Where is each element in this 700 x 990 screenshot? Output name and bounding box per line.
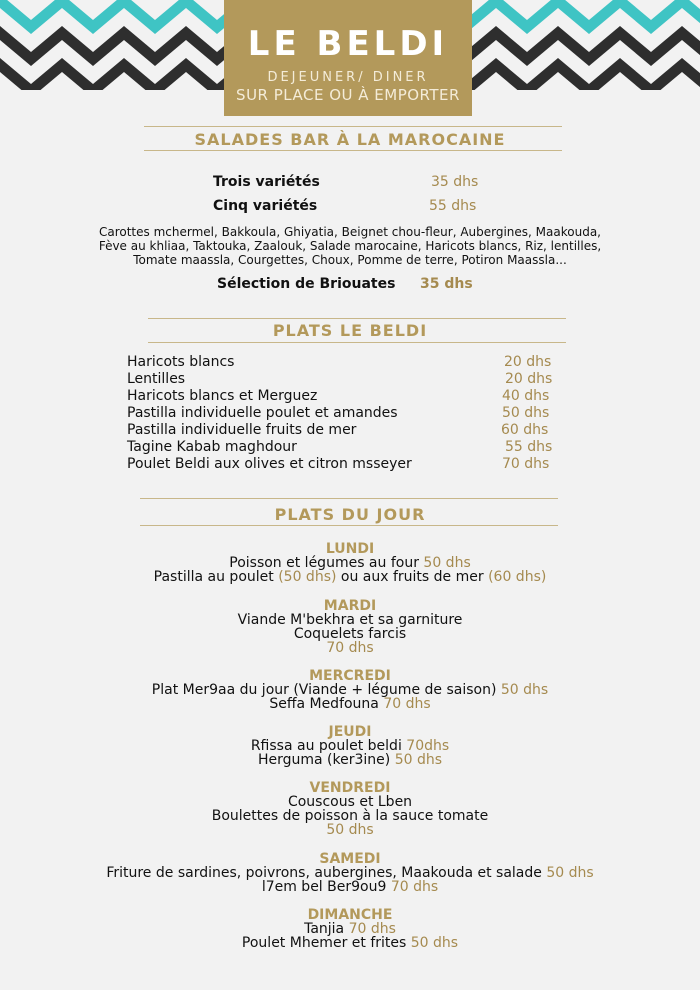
dish-name: Rfissa au poulet beldi <box>250 738 402 754</box>
plat-name: Poulet Beldi aux olives et citron msseyer <box>127 456 412 472</box>
dish-line <box>0 739 700 753</box>
dish-line <box>0 570 700 584</box>
salade-description-line: Carottes mchermel, Bakkoula, Ghiyatia, Beignet chou-fleur, Aubergines, Maakouda, <box>98 225 601 239</box>
dish-line <box>0 556 700 570</box>
day-label-vendredi: VENDREDI <box>309 780 391 796</box>
dish-name: Seffa Medfouna <box>269 696 379 712</box>
divider <box>144 126 562 127</box>
plat-name: Haricots blancs <box>127 354 235 370</box>
dish-name: Viande M'bekhra et sa garniture <box>237 612 463 628</box>
divider <box>148 318 566 319</box>
salade-item-price: 55 dhs <box>429 198 477 214</box>
dish-line <box>0 753 700 767</box>
day-label-mardi: MARDI <box>323 598 377 614</box>
salade-item-name: Cinq variétés <box>213 198 318 214</box>
salade-description-line: Fève au khliaa, Taktouka, Zaalouk, Salade marocaine, Haricots blancs, Riz, lentilles, <box>98 239 602 253</box>
salade-description-line: Tomate maassla, Courgettes, Choux, Pomme de terre, Potiron Maassla... <box>133 253 567 267</box>
section-title-salades: SALADES BAR À LA MAROCAINE <box>194 130 506 149</box>
divider <box>148 342 566 343</box>
dish-price: 50 dhs <box>546 865 594 881</box>
divider <box>140 525 558 526</box>
dish-line <box>0 936 700 950</box>
plat-name: Lentilles <box>127 371 186 387</box>
dish-price: 50 dhs <box>410 935 459 951</box>
dish-name: Herguma (ker3ine) <box>257 752 391 768</box>
salade-item-price: 35 dhs <box>431 174 479 190</box>
plat-name: Pastilla individuelle poulet et amandes <box>127 405 398 421</box>
dish-name: Poisson et légumes au four <box>229 555 419 571</box>
dish-price: (50 dhs) <box>278 569 337 585</box>
dish-price: 50 dhs <box>326 822 374 838</box>
briouates-name: Sélection de Briouates <box>217 276 396 292</box>
day-label-mercredi: MERCREDI <box>309 668 391 684</box>
dish-price: 70 dhs <box>348 921 396 937</box>
divider <box>144 150 562 151</box>
plat-name: Tagine Kabab maghdour <box>127 439 297 455</box>
plat-price: 55 dhs <box>505 439 553 455</box>
dish-name: l7em bel Ber9ou9 <box>261 879 387 895</box>
plat-price: 40 dhs <box>502 388 550 404</box>
dish-price: 50 dhs <box>423 555 471 571</box>
dish-price: 70 dhs <box>326 640 374 656</box>
day-label-lundi: LUNDI <box>325 541 375 557</box>
dish-line <box>0 697 700 711</box>
dish-line <box>0 683 700 697</box>
divider <box>140 498 558 499</box>
plat-price: 20 dhs <box>504 354 552 370</box>
dish-price: 70dhs <box>406 738 450 754</box>
plat-price: 60 dhs <box>501 422 549 438</box>
dish-name: Friture de sardines, poivrons, aubergines, Maakouda et salade <box>106 865 542 881</box>
restaurant-title: LE BELDI <box>247 24 449 64</box>
day-label-jeudi: JEUDI <box>328 724 372 740</box>
day-label-dimanche: DIMANCHE <box>307 907 393 923</box>
service-subtitle: DEJEUNER/ DINER <box>267 70 429 85</box>
dish-name: Boulettes de poisson à la sauce tomate <box>211 808 489 824</box>
plat-price: 70 dhs <box>502 456 550 472</box>
takeaway-subtitle: SUR PLACE OU À EMPORTER <box>236 86 460 104</box>
dish-name: Poulet Mhemer et frites <box>241 935 407 951</box>
dish-name: Pastilla au poulet <box>153 569 274 585</box>
briouates-price: 35 dhs <box>420 276 473 292</box>
plat-name: Pastilla individuelle fruits de mer <box>127 422 357 438</box>
plat-price: 20 dhs <box>505 371 553 387</box>
dish-name: Coquelets farcis <box>293 626 407 642</box>
dish-line <box>0 880 700 894</box>
dish-line <box>0 922 700 936</box>
title-box <box>224 0 472 116</box>
dish-name: Couscous et Lben <box>287 794 413 810</box>
dish-name: ou aux fruits de mer <box>340 569 484 585</box>
dish-price: 50 dhs <box>394 752 443 768</box>
dish-name: Tanjia <box>304 921 345 937</box>
dish-price: 70 dhs <box>383 696 431 712</box>
dish-price: 70 dhs <box>390 879 439 895</box>
dish-line <box>0 866 700 880</box>
day-label-samedi: SAMEDI <box>319 851 381 867</box>
salade-item-name: Trois variétés <box>213 174 320 190</box>
dish-name: Plat Mer9aa du jour (Viande + légume de saison) <box>151 682 497 698</box>
dish-price: (60 dhs) <box>488 569 547 585</box>
plat-price: 50 dhs <box>502 405 550 421</box>
section-title-plats-beldi: PLATS LE BELDI <box>272 321 428 340</box>
plat-name: Haricots blancs et Merguez <box>127 388 318 404</box>
section-title-plats-jour: PLATS DU JOUR <box>274 505 426 524</box>
dish-price: 50 dhs <box>500 682 549 698</box>
